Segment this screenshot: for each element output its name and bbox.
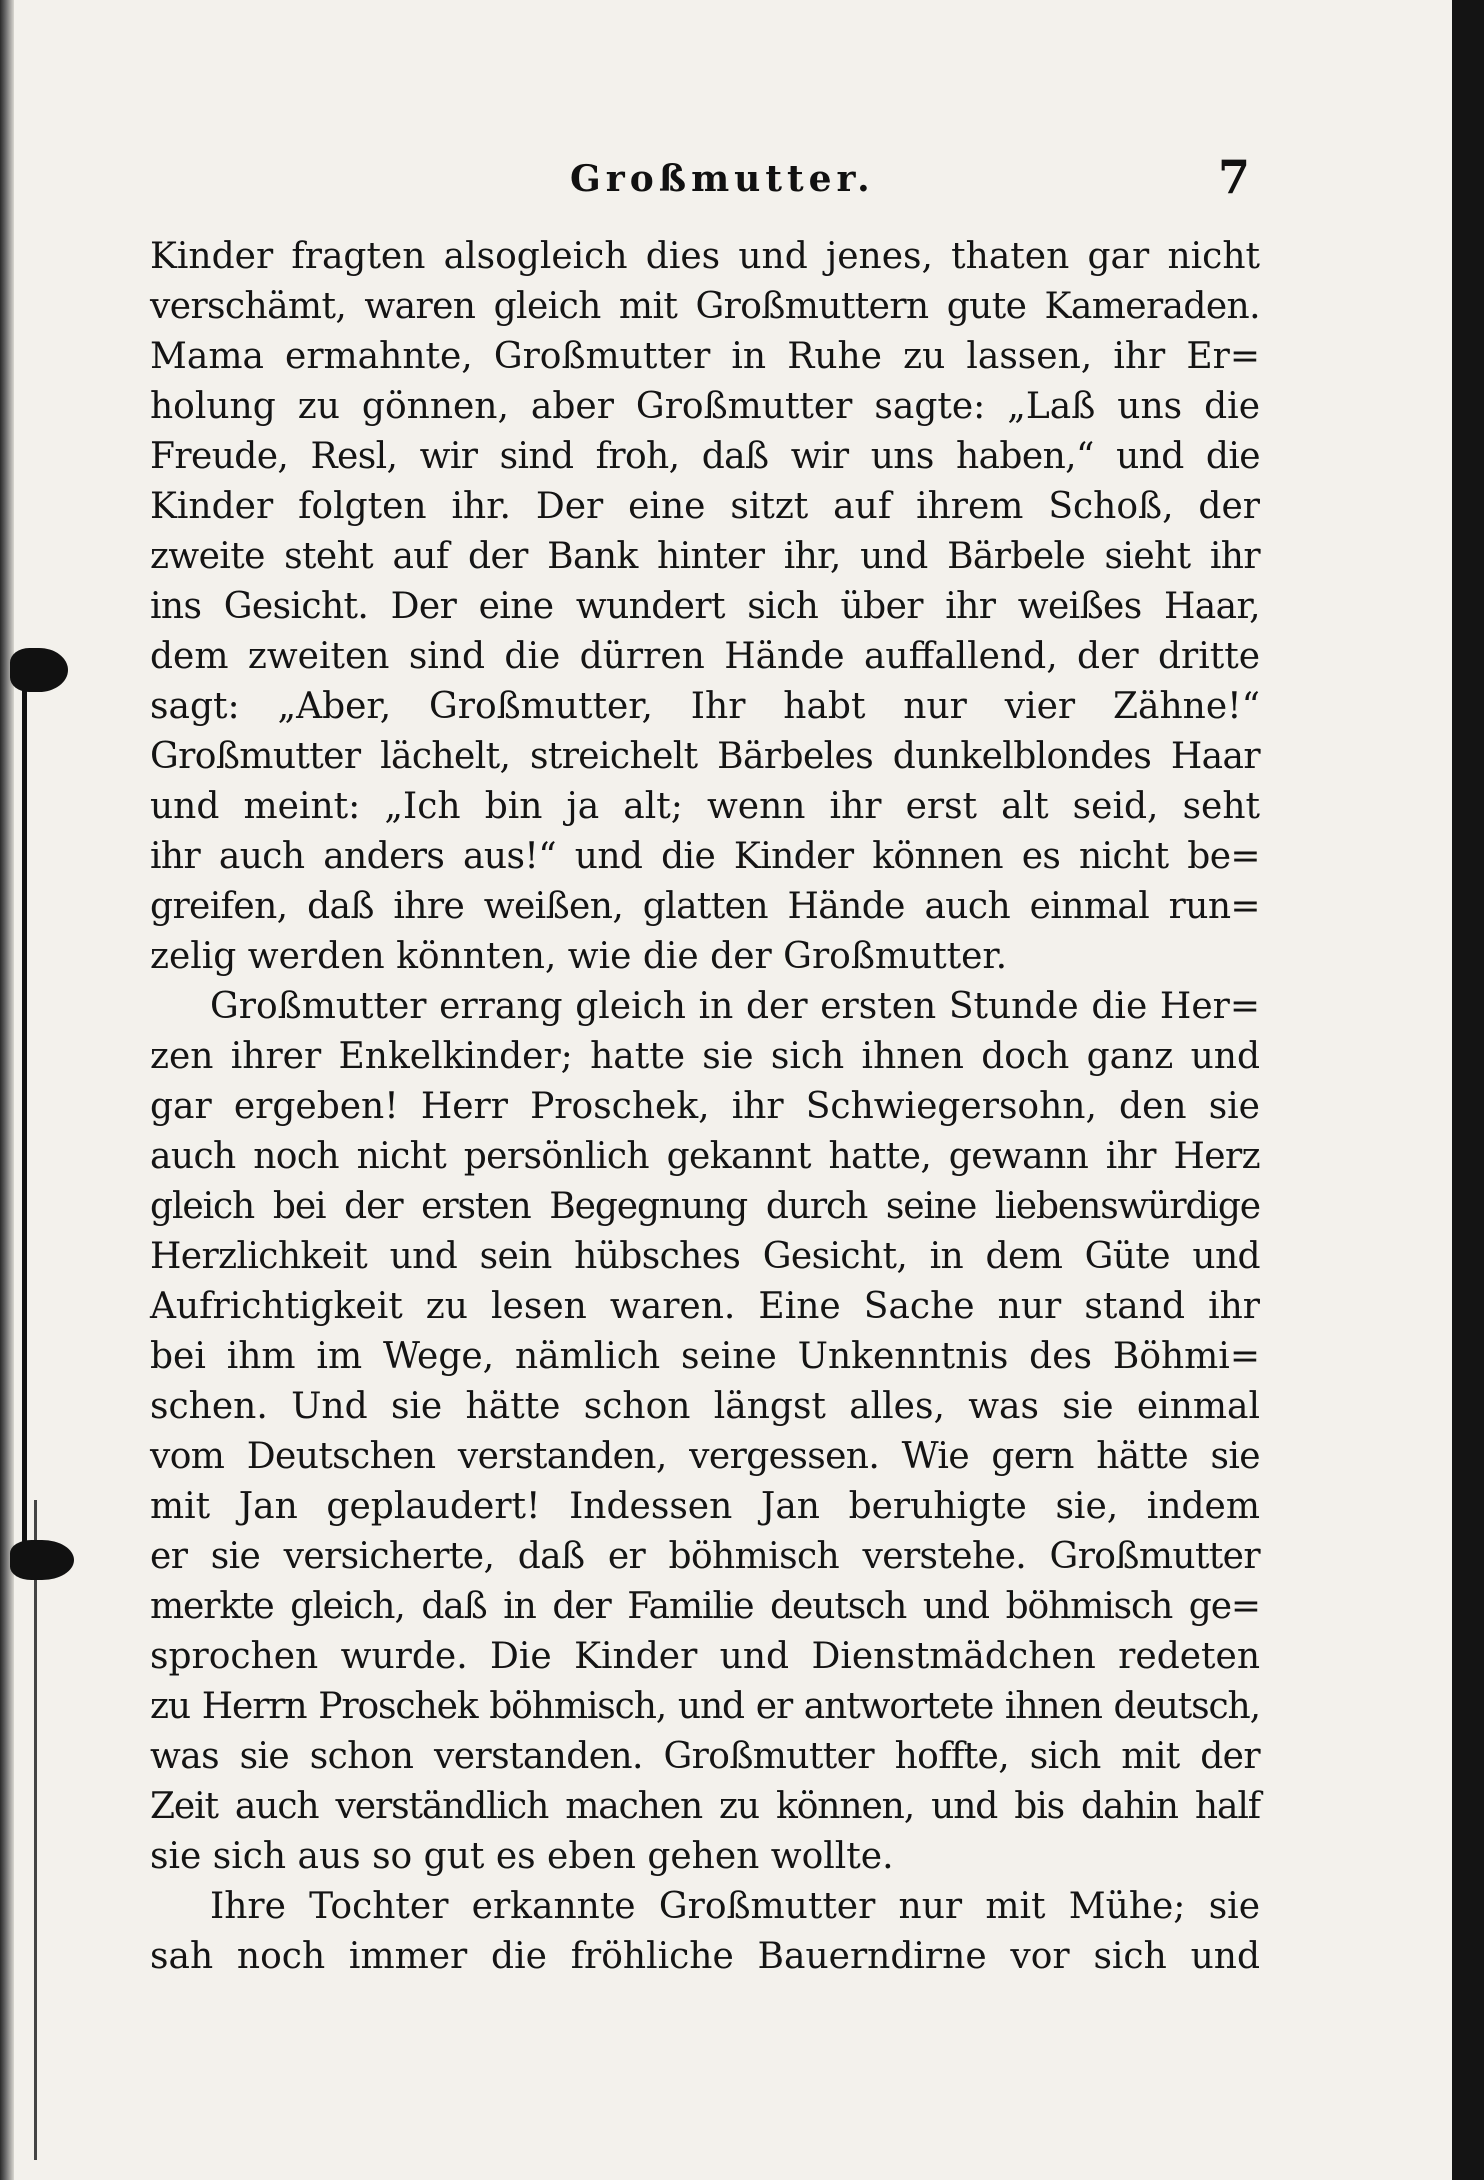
text-line: was sie schon verstanden. Großmutter hoffte, sich mit der	[150, 1736, 1260, 1777]
text-line: Freude, Resl, wir sind froh, daß wir uns haben,“ und die	[150, 436, 1260, 477]
page-edge-shadow	[1452, 0, 1468, 2180]
text-line: zen ihrer Enkelkinder; hatte sie sich ihnen doch ganz und	[150, 1036, 1260, 1077]
page-binding-edge	[0, 0, 14, 2180]
text-line: mit Jan geplaudert! Indessen Jan beruhigte sie, indem	[150, 1486, 1260, 1527]
text-line: bei ihm im Wege, nämlich seine Unkenntnis des Böhmi=	[150, 1336, 1260, 1377]
text-line: Mama ermahnte, Großmutter in Ruhe zu lassen, ihr Er=	[150, 336, 1260, 377]
text-line: auch noch nicht persönlich gekannt hatte, gewann ihr Herz	[150, 1136, 1260, 1177]
text-line: schen. Und sie hätte schon längst alles, was sie einmal	[150, 1386, 1260, 1427]
text-line: sprochen wurde. Die Kinder und Dienstmädchen redeten	[150, 1636, 1260, 1677]
margin-ink-line	[34, 1500, 37, 2160]
text-line: sah noch immer die fröhliche Bauerndirne vor sich und	[150, 1936, 1260, 1977]
text-line: zelig werden könnten, wie die der Großmutter.	[150, 936, 1008, 977]
text-line: sagt: „Aber, Großmutter, Ihr habt nur vier Zähne!“	[150, 686, 1260, 727]
paragraph	[150, 982, 1260, 1882]
running-head	[150, 150, 1250, 212]
text-line: merkte gleich, daß in der Familie deutsch und böhmisch ge=	[150, 1586, 1260, 1627]
text-line: Kinder folgten ihr. Der eine sitzt auf ihrem Schoß, der	[150, 486, 1260, 527]
running-title: Großmutter.	[570, 158, 875, 200]
text-line: greifen, daß ihre weißen, glatten Hände auch einmal run=	[150, 886, 1260, 927]
margin-ink-blot	[10, 1540, 74, 1580]
margin-ink-line	[22, 660, 27, 1480]
text-line: dem zweiten sind die dürren Hände auffallend, der dritte	[150, 636, 1260, 677]
text-line: Herzlichkeit und sein hübsches Gesicht, in dem Güte und	[150, 1236, 1260, 1277]
text-line: gar ergeben! Herr Proschek, ihr Schwiegersohn, den sie	[150, 1086, 1260, 1127]
text-line: verschämt, waren gleich mit Großmuttern gute Kameraden.	[150, 286, 1260, 327]
text-line: Kinder fragten alsogleich dies und jenes, thaten gar nicht	[150, 236, 1260, 277]
text-line: und meint: „Ich bin ja alt; wenn ihr erst alt seid, seht	[150, 786, 1260, 827]
paragraph	[150, 1882, 1260, 1982]
paragraph	[150, 232, 1260, 982]
text-line: zweite steht auf der Bank hinter ihr, und Bärbele sieht ihr	[150, 536, 1260, 577]
text-line: zu Herrn Proschek böhmisch, und er antwortete ihnen deutsch,	[150, 1686, 1260, 1727]
margin-ink-blot	[10, 648, 68, 692]
text-line: vom Deutschen verstanden, vergessen. Wie gern hätte sie	[150, 1436, 1260, 1477]
text-line: Ihre Tochter erkannte Großmutter nur mit Mühe; sie	[210, 1886, 1260, 1927]
text-line: ihr auch anders aus!“ und die Kinder können es nicht be=	[150, 836, 1260, 877]
body-text	[150, 232, 1260, 1982]
page-number: 7	[1217, 150, 1250, 204]
text-line: Aufrichtigkeit zu lesen waren. Eine Sache nur stand ihr	[150, 1286, 1260, 1327]
text-line: Großmutter lächelt, streichelt Bärbeles dunkelblondes Haar	[150, 736, 1260, 777]
text-line: holung zu gönnen, aber Großmutter sagte: „Laß uns die	[150, 386, 1260, 427]
text-line: gleich bei der ersten Begegnung durch seine liebenswürdige	[150, 1186, 1260, 1227]
text-line: Großmutter errang gleich in der ersten Stunde die Her=	[210, 986, 1260, 1027]
text-line: sie sich aus so gut es eben gehen wollte.	[150, 1836, 894, 1877]
text-line: ins Gesicht. Der eine wundert sich über ihr weißes Haar,	[150, 586, 1260, 627]
text-line: Zeit auch verständlich machen zu können, und bis dahin half	[150, 1786, 1260, 1827]
text-line: er sie versicherte, daß er böhmisch verstehe. Großmutter	[150, 1536, 1260, 1577]
